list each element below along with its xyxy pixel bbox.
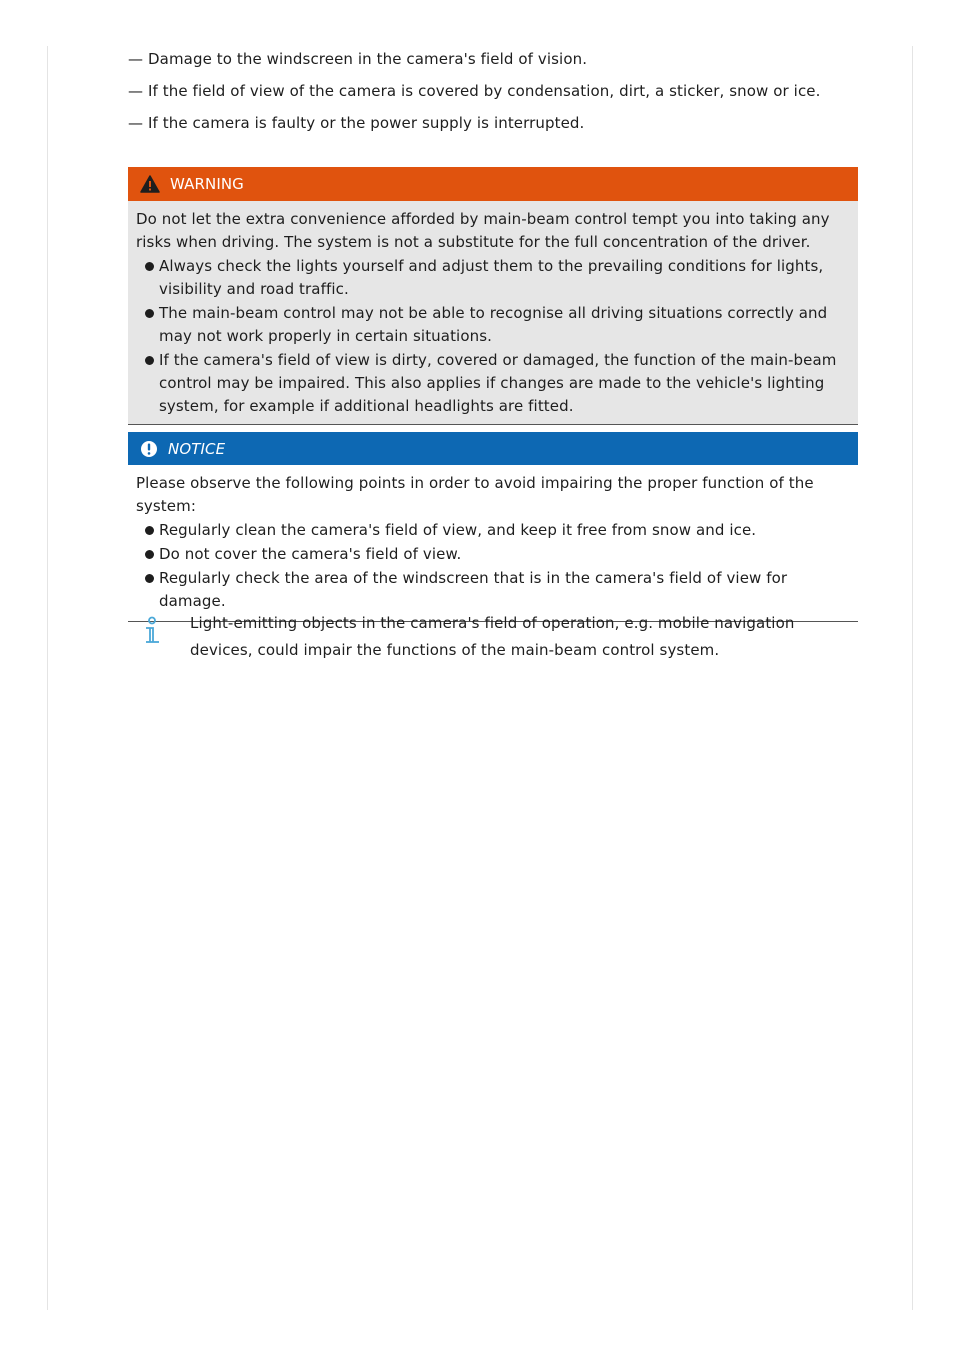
dash-item-text: Damage to the windscreen in the camera's field of vision. [148,50,588,68]
dash-list-item [128,48,858,70]
warning-title: WARNING [170,175,244,193]
info-icon [128,610,180,664]
notice-title: NOTICE [168,439,226,458]
notice-bullet: Regularly clean the camera's field of view, and keep it free from snow and ice. [137,519,850,542]
notice-intro: Please observe the following points in order to avoid impairing the proper function of the system: [136,474,814,515]
warning-header [128,167,858,201]
warning-bullet: The main-beam control may not be able to recognise all driving situations correctly and may not work properly in certain situations. [137,302,850,348]
dash-marker: — [128,50,144,68]
notice-box [128,432,858,622]
dash-marker: — [128,114,144,132]
right-margin-line [912,46,913,1310]
warning-box [128,167,858,425]
info-note [128,610,858,664]
warning-intro: Do not let the extra convenience afforded by main-beam control tempt you into taking any risks when driving. The system is not a substitute for the full concentration of the driver. [136,210,830,251]
notice-body [128,465,858,622]
dash-marker: — [128,82,144,100]
warning-triangle-icon [140,175,160,193]
notice-header [128,432,858,465]
warning-bullet: If the camera's field of view is dirty, covered or damaged, the function of the main-beam control may be impaired. This also applies if changes are made to the vehicle's lighting system, for example if additional headlights are fitted. [137,349,850,418]
dash-list [128,48,858,144]
warning-bullet-list [136,255,850,418]
dash-list-item [128,80,858,102]
dash-item-text: If the camera is faulty or the power supply is interrupted. [148,114,585,132]
dash-list-item [128,112,858,134]
notice-bullet: Do not cover the camera's field of view. [137,543,850,566]
left-margin-line [47,46,48,1310]
warning-bullet: Always check the lights yourself and adjust them to the prevailing conditions for lights, visibility and road traffic. [137,255,850,301]
exclamation-circle-icon [140,440,158,458]
notice-bullet-list [136,519,850,613]
info-text: Light-emitting objects in the camera's field of operation, e.g. mobile navigation devices, could impair the functions of the main-beam control system. [190,614,795,659]
notice-bullet: Regularly check the area of the windscreen that is in the camera's field of view for damage. [137,567,850,613]
warning-body [128,201,858,425]
dash-item-text: If the field of view of the camera is covered by condensation, dirt, a sticker, snow or ice. [148,82,821,100]
